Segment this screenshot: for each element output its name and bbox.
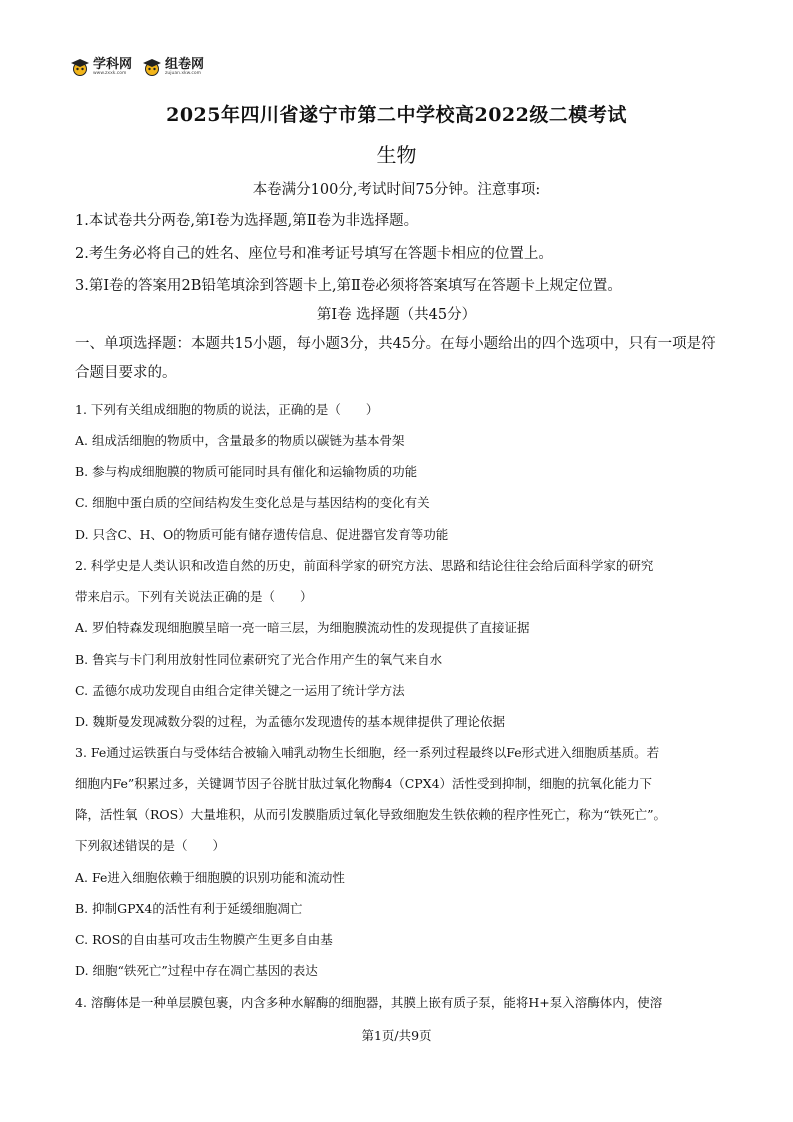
page-footer: 第1页/共9页 (361, 1028, 432, 1043)
question-stem: 降，活性氧（ROS）大量堆积，从而引发膜脂质过氧化导致细胞发生铁依赖的程序性死亡，称为“铁死亡”。 (75, 807, 667, 822)
logo-url: www.zxxk.com (93, 71, 127, 76)
question-option: C. ROS的自由基可攻击生物膜产生更多自由基 (75, 932, 333, 947)
question-stem: 4. 溶酶体是一种单层膜包裹，内含多种水解酶的细胞器，其膜上嵌有质子泵，能将H+泵入溶酶体内，使溶 (75, 995, 663, 1010)
question-stem: 带来启示。下列有关说法正确的是（ ） (75, 589, 313, 604)
question-option: B. 鲁宾与卡门利用放射性同位素研究了光合作用产生的氧气来自水 (75, 652, 443, 667)
exam-intro: 本卷满分100分,考试时间75分钟。注意事项: (252, 182, 541, 198)
question-option: D. 魏斯曼发现减数分裂的过程，为孟德尔发现遗传的基本规律提供了理论依据 (75, 714, 506, 729)
logo-zujuanwang (142, 58, 204, 77)
question-option: D. 细胞“铁死亡”过程中存在凋亡基因的表达 (75, 963, 318, 978)
question-stem: 1. 下列有关组成细胞的物质的说法，正确的是（ ） (75, 402, 379, 417)
notice-item: 1.本试卷共分两卷,第Ⅰ卷为选择题,第Ⅱ卷为非选择题。 (75, 213, 419, 229)
question-option: A. Fe进入细胞依赖于细胞膜的识别功能和流动性 (75, 870, 345, 885)
logo-name: 组卷网 (165, 57, 205, 72)
logo-url: zujuan.xkw.com (165, 71, 201, 76)
section-title: 第Ⅰ卷 选择题（共45分） (316, 307, 477, 323)
question-stem: 2. 科学史是人类认识和改造自然的历史，前面科学家的研究方法、思路和结论往往会给后面科学家的研究 (75, 558, 654, 573)
graduation-cap-icon (142, 58, 162, 76)
notice-item: 3.第Ⅰ卷的答案用2B铅笔填涂到答题卡上,第Ⅱ卷必须将答案填写在答题卡上规定位置。 (75, 278, 622, 294)
question-option: B. 参与构成细胞膜的物质可能同时具有催化和运输物质的功能 (75, 464, 418, 479)
question-option: C. 孟德尔成功发现自由组合定律关键之一运用了统计学方法 (75, 683, 405, 698)
logo-xuekewang (70, 58, 132, 77)
graduation-cap-icon (70, 58, 90, 76)
question-stem: 3. Fe通过运铁蛋白与受体结合被输入哺乳动物生长细胞，经一系列过程最终以Fe形式进入细胞质基质。若 (75, 745, 660, 760)
logo-name: 学科网 (93, 57, 133, 72)
question-option: C. 细胞中蛋白质的空间结构发生变化总是与基因结构的变化有关 (75, 495, 430, 510)
exam-title: 2025年四川省遂宁市第二中学校高2022级二模考试 (166, 104, 627, 126)
question-stem: 下列叙述错误的是（ ） (75, 838, 226, 853)
exam-subject: 生物 (376, 143, 417, 167)
notice-item: 2.考生务必将自己的姓名、座位号和准考证号填写在答题卡相应的位置上。 (75, 246, 553, 262)
question-option: A. 罗伯特森发现细胞膜呈暗一亮一暗三层，为细胞膜流动性的发现提供了直接证据 (75, 620, 530, 635)
question-option: B. 抑制GPX4的活性有利于延缓细胞凋亡 (75, 901, 303, 916)
question-option: D. 只含C、H、O的物质可能有储存遗传信息、促进器官发育等功能 (75, 527, 449, 542)
header-logos (70, 58, 204, 77)
question-stem: 细胞内Fe”积累过多，关键调节因子谷胱甘肽过氧化物酶4（CPX4）活性受到抑制，细胞的抗氧化能力下 (75, 776, 653, 791)
part-instruction: 一、单项选择题：本题共15小题，每小题3分，共45分。在每小题给出的四个选项中，只有一项是符合题目要求的。 (75, 336, 716, 381)
question-option: A. 组成活细胞的物质中，含量最多的物质以碳链为基本骨架 (75, 433, 405, 448)
